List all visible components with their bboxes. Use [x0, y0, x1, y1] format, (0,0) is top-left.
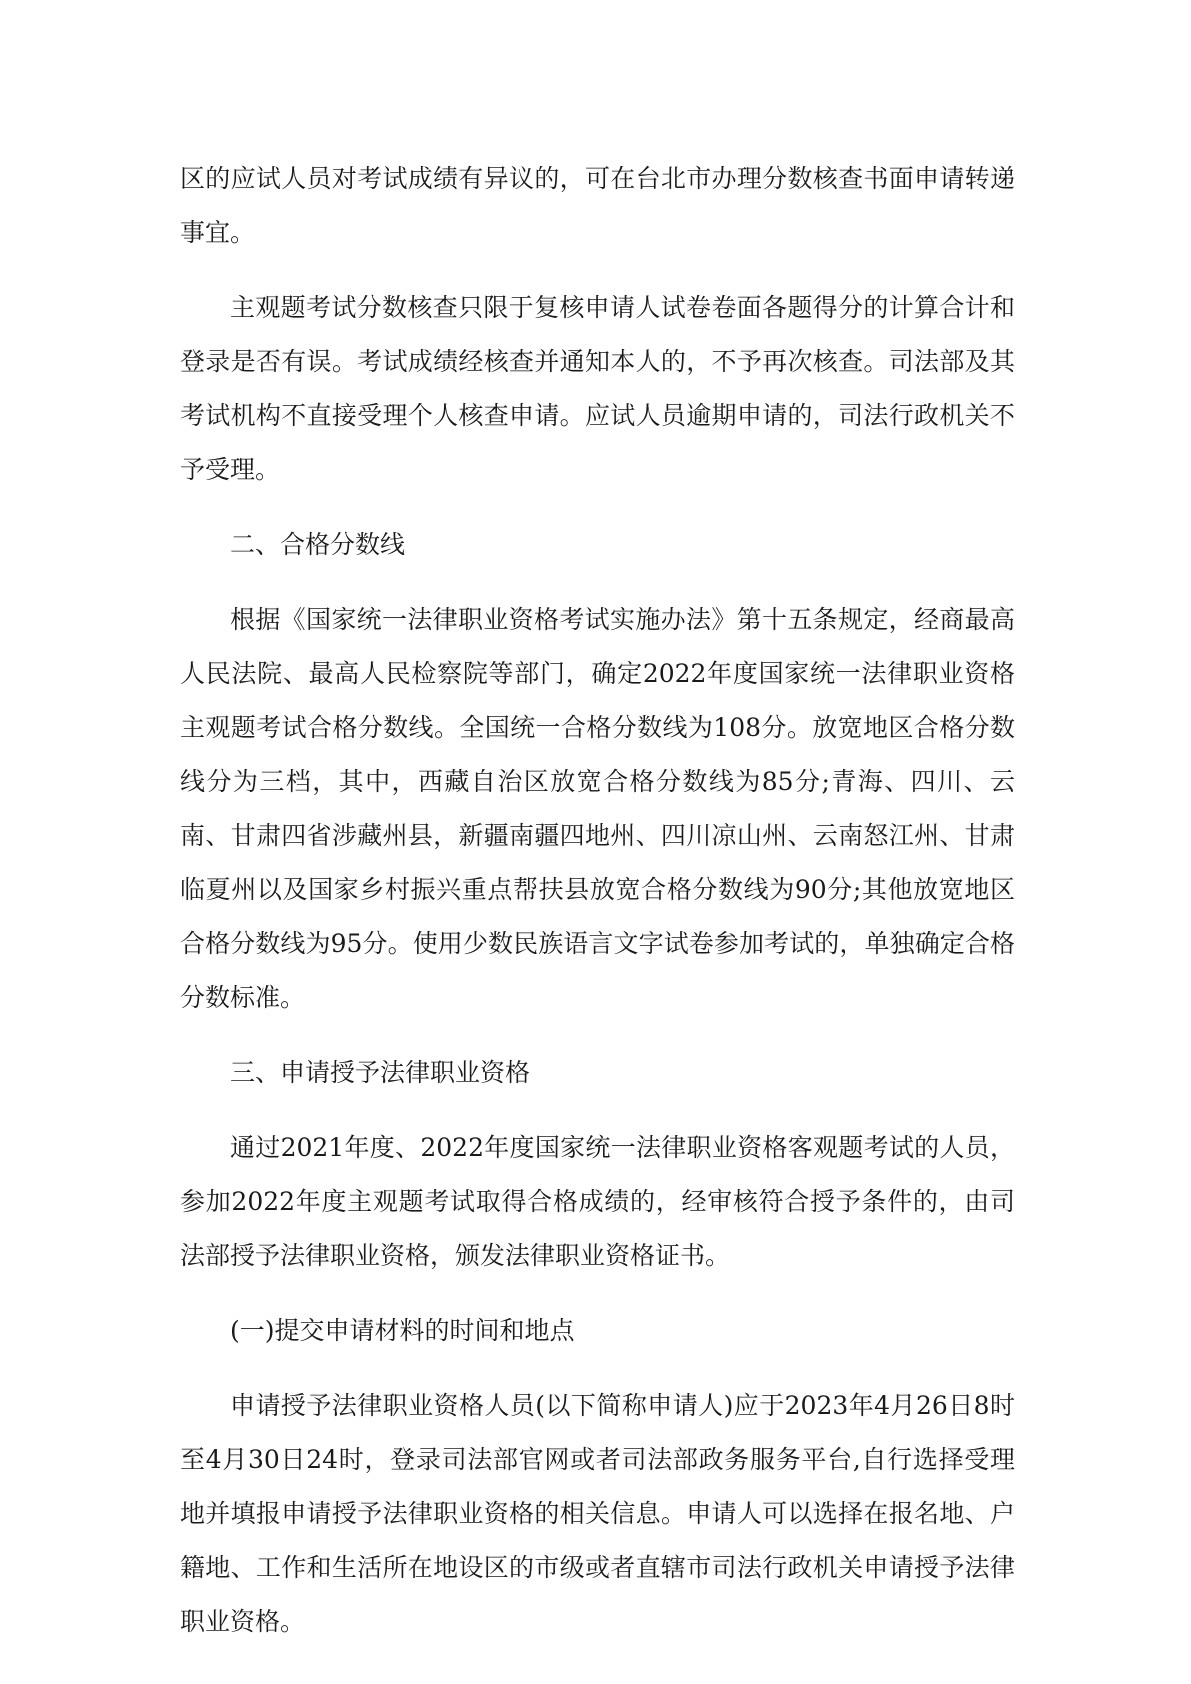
- paragraph-score-review: 主观题考试分数核查只限于复核申请人试卷卷面各题得分的计算合计和登录是否有误。考试成绩经核查并通知本人的，不予再次核查。司法部及其考试机构不直接受理个人核查申请。应试人员逾期申请的，司法行政机关不予受理。: [180, 293, 1015, 484]
- paragraph-time-place: 申请授予法律职业资格人员(以下简称申请人)应于2023年4月26日8时至4月30日24时，登录司法部官网或者司法部政务服务平台,自行选择受理地并填报申请授予法律职业资格的相关信息。申请人可以选择在报名地、户籍地、工作和生活所在地设区的市级或者直辖市司法行政机关申请授予法律职业资格。: [180, 1391, 1015, 1636]
- paragraph-continuation: 区的应试人员对考试成绩有异议的，可在台北市办理分数核查书面申请转递事宜。: [180, 164, 1015, 247]
- subsection-heading-time-place: (一)提交申请材料的时间和地点: [230, 1316, 575, 1345]
- section-heading-apply-qualification: 三、申请授予法律职业资格: [230, 1058, 531, 1087]
- paragraph-apply-qualification: 通过2021年度、2022年度国家统一法律职业资格客观题考试的人员，参加2022年度主观题考试取得合格成绩的，经审核符合授予条件的，由司法部授予法律职业资格，颁发法律职业资格证书。: [180, 1133, 1015, 1270]
- paragraph-passing-score: 根据《国家统一法律职业资格考试实施办法》第十五条规定，经商最高人民法院、最高人民检察院等部门，确定2022年度国家统一法律职业资格主观题考试合格分数线。全国统一合格分数线为108分。放宽地区合格分数线分为三档，其中，西藏自治区放宽合格分数线为85分;青海、四川、云南、甘肃四省涉藏州县，新疆南疆四地州、四川凉山州、云南怒江州、甘肃临夏州以及国家乡村振兴重点帮扶县放宽合格分数线为90分;其他放宽地区合格分数线为95分。使用少数民族语言文字试卷参加考试的，单独确定合格分数标准。: [180, 605, 1015, 1012]
- document-body: [180, 152, 1015, 1670]
- section-heading-passing-score: 二、合格分数线: [230, 530, 406, 559]
